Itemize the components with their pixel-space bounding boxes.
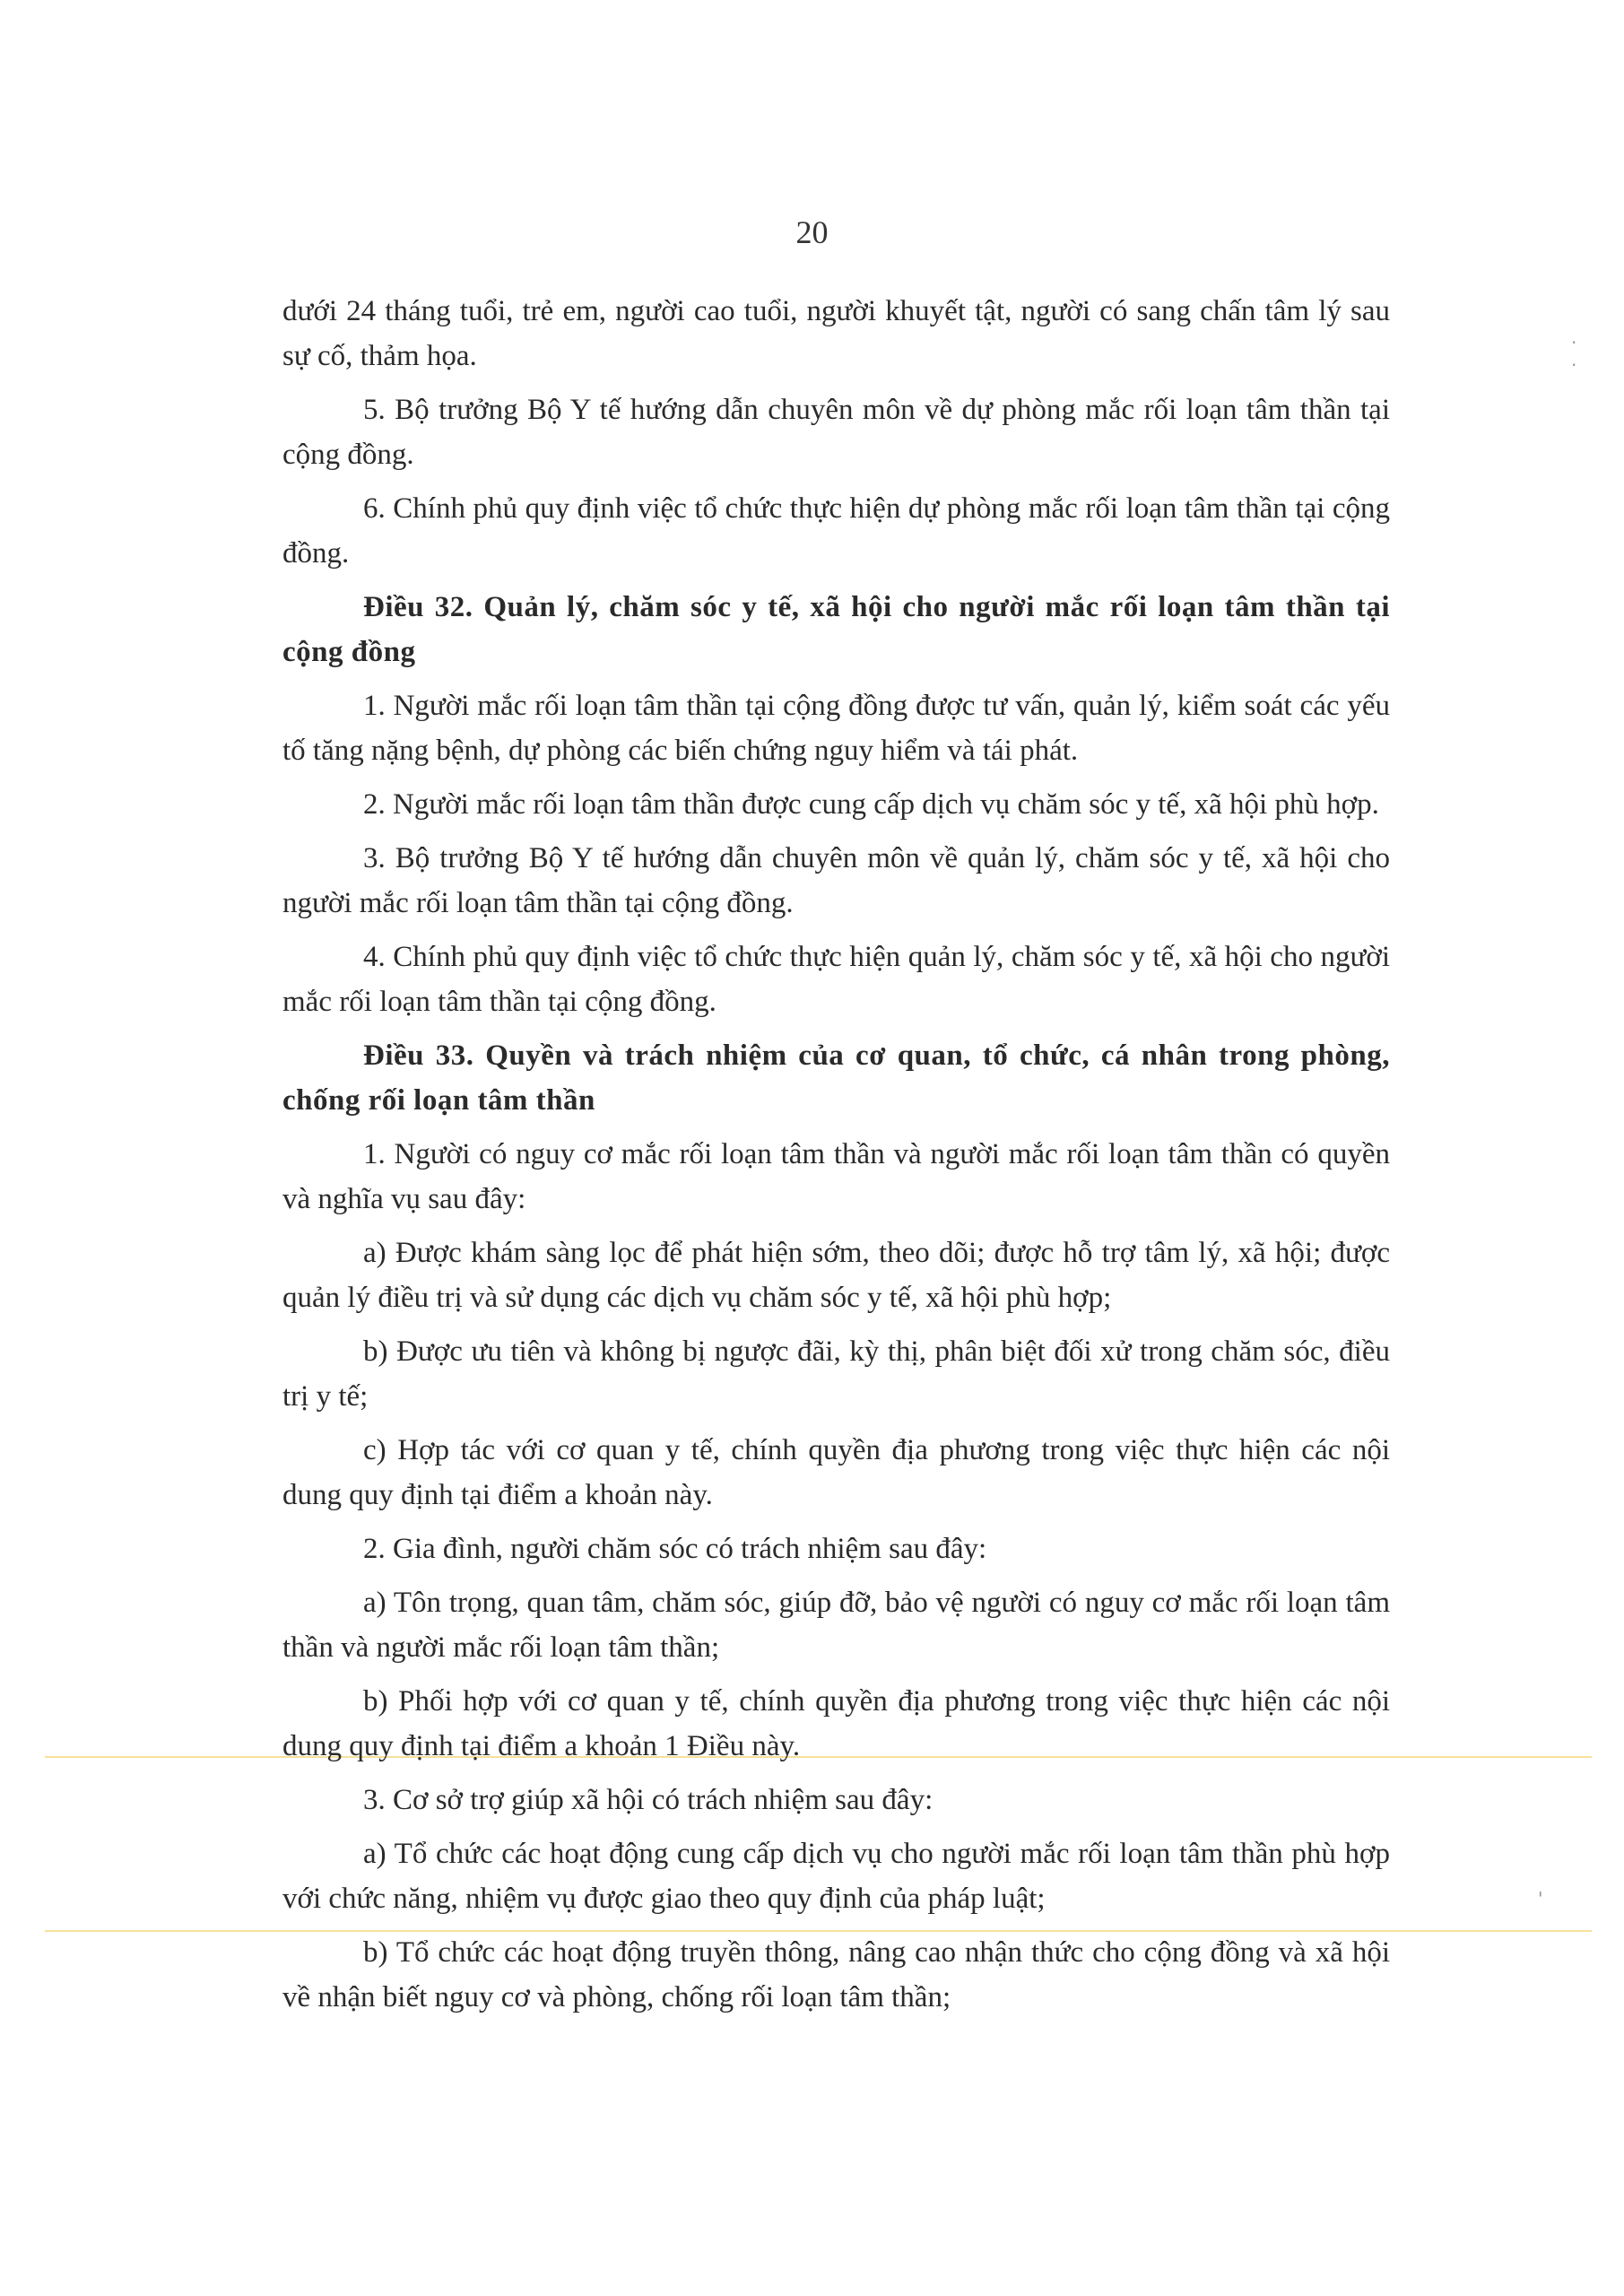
paragraph: a) Tổ chức các hoạt động cung cấp dịch vụ cho người mắc rối loạn tâm thần phù hợp với chức năng, nhiệm vụ được giao theo quy định của pháp luật; (282, 1838, 1390, 1915)
document-body (282, 289, 1390, 2029)
paragraph: 2. Người mắc rối loạn tâm thần được cung cấp dịch vụ chăm sóc y tế, xã hội phù hợp. (363, 788, 1379, 821)
paragraph: 3. Bộ trưởng Bộ Y tế hướng dẫn chuyên môn về quản lý, chăm sóc y tế, xã hội cho người mắc rối loạn tâm thần tại cộng đồng. (282, 842, 1390, 919)
page-number: 20 (795, 214, 829, 250)
paragraph: 2. Gia đình, người chăm sóc có trách nhiệm sau đây: (363, 1533, 987, 1565)
paragraph: c) Hợp tác với cơ quan y tế, chính quyền địa phương trong việc thực hiện các nội dung quy định tại điểm a khoản này. (282, 1434, 1390, 1511)
paragraph: 1. Người có nguy cơ mắc rối loạn tâm thần và người mắc rối loạn tâm thần có quyền và nghĩa vụ sau đây: (282, 1138, 1390, 1215)
paragraph: b) Tổ chức các hoạt động truyền thông, nâng cao nhận thức cho cộng đồng và xã hội về nhận biết nguy cơ và phòng, chống rối loạn tâm thần; (282, 1936, 1390, 2013)
paragraph: dưới 24 tháng tuổi, trẻ em, người cao tuổi, người khuyết tật, người có sang chấn tâm lý sau sự cố, thảm họa. (282, 295, 1390, 372)
paragraph: 1. Người mắc rối loạn tâm thần tại cộng đồng được tư vấn, quản lý, kiểm soát các yếu tố tăng nặng bệnh, dự phòng các biến chứng nguy hiểm và tái phát. (282, 690, 1390, 767)
paragraph: 3. Cơ sở trợ giúp xã hội có trách nhiệm sau đây: (363, 1784, 934, 1816)
paragraph: 5. Bộ trưởng Bộ Y tế hướng dẫn chuyên môn về dự phòng mắc rối loạn tâm thần tại cộng đồng. (282, 394, 1390, 471)
scan-speck: · (1571, 332, 1577, 353)
paragraph: b) Được ưu tiên và không bị ngược đãi, kỳ thị, phân biệt đối xử trong chăm sóc, điều trị y tế; (282, 1335, 1390, 1413)
paragraph: a) Tôn trọng, quan tâm, chăm sóc, giúp đỡ, bảo vệ người có nguy cơ mắc rối loạn tâm thần và người mắc rối loạn tâm thần; (282, 1587, 1390, 1664)
paragraph: 6. Chính phủ quy định việc tổ chức thực hiện dự phòng mắc rối loạn tâm thần tại cộng đồng. (282, 492, 1390, 570)
scan-speck: ' (1538, 1888, 1543, 1909)
article-heading: Điều 33. Quyền và trách nhiệm của cơ quan, tổ chức, cá nhân trong phòng, chống rối loạn tâm thần (282, 1039, 1390, 1117)
article-heading: Điều 32. Quản lý, chăm sóc y tế, xã hội cho người mắc rối loạn tâm thần tại cộng đồng (282, 591, 1390, 668)
paragraph: b) Phối hợp với cơ quan y tế, chính quyền địa phương trong việc thực hiện các nội dung quy định tại điểm a khoản 1 Điều này. (282, 1685, 1390, 1762)
paragraph: 4. Chính phủ quy định việc tổ chức thực hiện quản lý, chăm sóc y tế, xã hội cho người mắc rối loạn tâm thần tại cộng đồng. (282, 941, 1390, 1018)
paragraph: a) Được khám sàng lọc để phát hiện sớm, theo dõi; được hỗ trợ tâm lý, xã hội; được quản lý điều trị và sử dụng các dịch vụ chăm sóc y tế, xã hội phù hợp; (282, 1237, 1390, 1314)
scan-speck: · (1571, 354, 1577, 376)
